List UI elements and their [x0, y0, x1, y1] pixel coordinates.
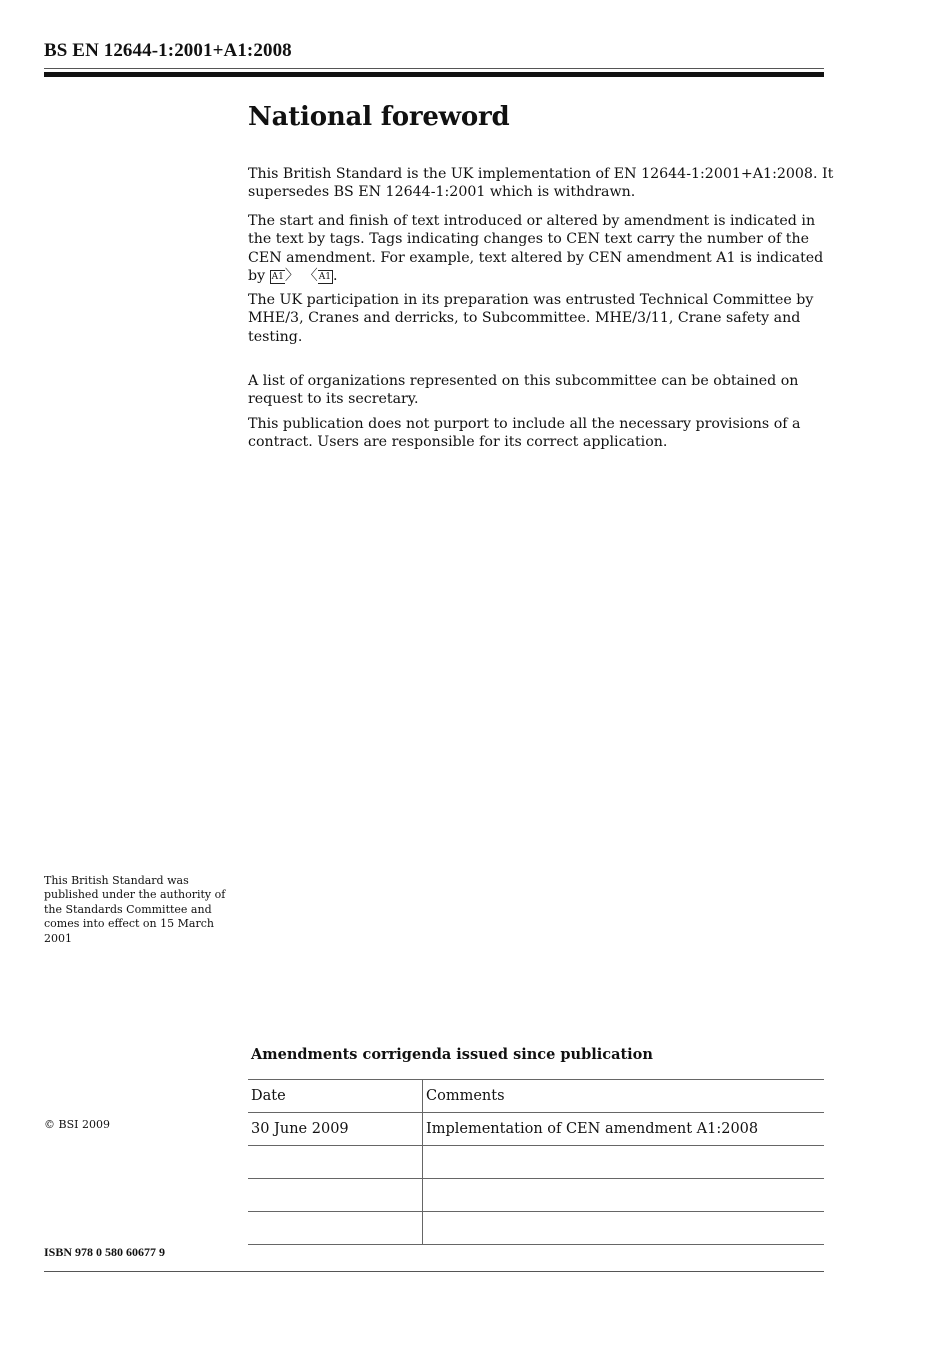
amendment-comment: Implementation of CEN amendment A1:2008: [423, 1113, 825, 1146]
paragraph-text: The start and finish of text introduced or altered by amendment is indicated in the text by tags. Tags indicating changes to CEN text carry the number of the CEN amendment. For example, text altered by CEN amendment A1 is indicated by: [248, 213, 824, 284]
column-header-comments: Comments: [423, 1080, 825, 1113]
table-row: [248, 1179, 824, 1212]
amendment-comment: [423, 1212, 825, 1245]
column-header-date: Date: [248, 1080, 423, 1113]
amendment-end-tag: A1: [318, 271, 331, 282]
foreword-paragraph-5: This publication does not purport to include all the necessary provisions of a contract. Users are responsible for its correct application.: [248, 416, 801, 451]
foreword-paragraph-4: A list of organizations represented on this subcommittee can be obtained on request to its secretary.: [248, 373, 799, 408]
footer-rule: [44, 1271, 824, 1272]
amendment-date: [248, 1179, 423, 1212]
amendment-date: [248, 1146, 423, 1179]
amendment-comment: [423, 1146, 825, 1179]
authority-note: This British Standard was published under the authority of the Standards Committee and comes into effect on 15 March 2001: [44, 874, 226, 945]
amendments-table-title: Amendments corrigenda issued since publication: [251, 1046, 653, 1063]
document-id-header: BS EN 12644-1:2001+A1:2008: [44, 40, 292, 61]
table-row: [248, 1146, 824, 1179]
table-row: [248, 1113, 824, 1146]
paragraph-end: .: [332, 267, 338, 284]
copyright-notice: © BSI 2009: [44, 1118, 110, 1131]
page-title: National foreword: [248, 102, 510, 132]
foreword-paragraph-1: This British Standard is the UK implementation of EN 12644-1:2001+A1:2008. It supersedes BS EN 12644-1:2001 which is withdrawn.: [248, 166, 834, 201]
table-header-row: [248, 1080, 824, 1113]
amendment-start-tag: A1: [271, 271, 284, 282]
table-row: [248, 1212, 824, 1245]
header-rule-thick: [44, 72, 824, 77]
amendments-table: [248, 1079, 824, 1245]
header-rule-thin: [44, 68, 824, 69]
amendment-date: 30 June 2009: [248, 1113, 423, 1146]
foreword-paragraph-2: The start and finish of text introduced or altered by amendment is indicated in the text by tags. Tags indicating changes to CEN text carry the number of the CEN amendment. For example, text altered by CEN amendment A1 is indicated by A1〉 〈A1 .: [248, 213, 824, 284]
amendment-comment: [423, 1179, 825, 1212]
amendment-date: [248, 1212, 423, 1245]
isbn-number: ISBN 978 0 580 60677 9: [44, 1245, 166, 1259]
foreword-paragraph-3: The UK participation in its preparation was entrusted Technical Committee by MHE/3, Cranes and derricks, to Subcommittee. MHE/3/11, Crane safety and testing.: [248, 292, 814, 345]
